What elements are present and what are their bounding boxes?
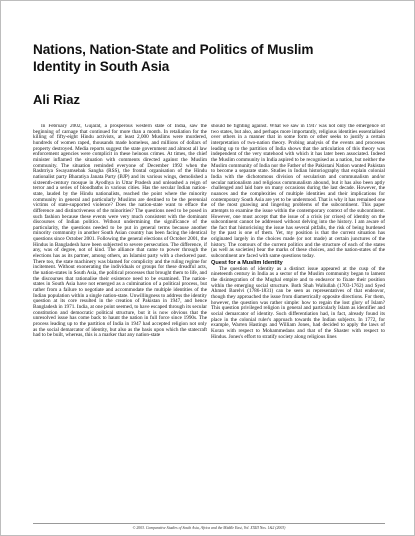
page-footer: © 2003. Comparative Studies of South Asia, Africa and the Middle East, Vol. XXIII Nos. 1&2 (2003) xyxy=(132,526,286,530)
title-line-1: Nations, Nation-State and Politics of Muslim xyxy=(33,42,314,57)
left-text-column xyxy=(33,124,207,520)
footer-divider xyxy=(33,523,385,524)
body-paragraph: In February 2002, Gujarat, a prosperous western state of India, saw the beginning of carnage that continued for more than a month. In retaliation for the killing of fifty-eight Hindu activists, at least 2,000 Muslims were murdered, hundreds of women raped, thousands made homeless, and millions of dollars of property destroyed. Media reports suggest the state government and almost all law enforcement agencies were complicit in these heinous crimes. At times, the chief minister inflamed the situation with comments directed against the Muslim community. The situation reminded everyone of December 1992 when the Rashtriya Swayamsebak Sangha (RSS), the frontal organisation of the Hindu nationalist party Bharatiya Janata Party (BJP) and its various wings, demolished a sixteenth-century mosque in Ayodhya in Uttar Pradesh and unleashed a reign of terror and a series of bloodbaths in various cities. Has the secular Indian nation-state, lauded by the Hindu nationalists, reached the point where the minority community in general and particularly Muslims are destined to be the perennial victims of state-supported violence? Does the nation-state want to efface the difference and distinctiveness of the minorities? The questions need to be posed in such fashion because these events were very much consistent with the dominant discourses of Indian politics. Without undermining the significance of the particularity, the questions needed to be put in general terms because another minority community in another South Asian country has been facing the identical questions since October 2001. Following the general elections of October 2001, the Hindus in Bangladesh have been subjected to severe persecution. The difference, if any, was of degree, not of kind. The alliance that came to power through the elections has as its partner, among others, an Islamist party with a checkered past. There too, the state machinery was blamed for complicity and the ruling regime for incitement. Without exonerating the individuals or groups for these dreadful acts, the nation-states in South Asia, the political processes that brought them to life, and the discourses that rationalise their existence need to be examined. The nation-states in South Asia have not emerged as a culmination of a political process, but rather from a failure to negotiate and accommodate the multiple identities of the Indian population within a single nation-state. Unwillingness to address the identity question at its core resulted in the creation of Pakistan in 1947, and hence Bangladesh in 1971. India, at one point seemed, to have escaped through its secular constitution and democratic political structure, but it is now obvious that the unresolved issue has come back to haunt the nation in full force since 1990s. The process leading up to the partition of India in 1947 had accepted religion not only as the social demarcator of identity, but also as the basis upon which the statecraft had to be built, whereas, this is a marker that any nation-state xyxy=(33,124,207,339)
body-paragraph: should be fighting against. What we saw in 1947 was not only the emergence of two states, but also, and perhaps more importantly, religious identities essentialised over others in a manner that in some form or other seeks to justify a certain interpretation of two-nation theory. Probing analysis of the events and processes leading up to the partition of India shows that the articulation of this theory was independent of the very statehood with which it has later been associated. Indeed the Muslim community in India aspired to be recognised as a nation, but neither the Muslim community of India nor the Father of the Pakistani Nation wanted Pakistan to become a separate state. Studies in Indian historiography that explain colonial India with the dichotomous division of secularism and communalism and/or secular nationalism and religious communalism abound, but it has also been aptly challenged and laid bare on many occasions during the last decade. However, the nuances and the complexities of multiple identities and their implications for contemporary South Asia are yet to be understood. That is why it has remained one of the most gnawing and lingering problems of the subcontinent. This paper attempts to examine the issue within the contemporary context of the subcontinent. However, one must accept that the issue of a crisis (or crises) of identity on the subcontinent cannot be addressed without delving into the history. I am aware of the fact that historicising the issue has several pitfalls, the risk of being burdened by the past is one of them. Yet, my position is that the current situation has originated largely in the choices made (or not made) at certain junctures of the history. The contours of the current politics and the structure of each of the states (as well as societies) bear the marks of these choices, and the nation-states of the subcontinent are faced with same questions today. xyxy=(211,124,385,260)
author-name: Ali Riaz xyxy=(33,92,80,107)
body-paragraph: The question of identity as a distinct issue appeared at the cusp of the nineteenth century in India as a sector of the Muslim community began to lament the disintegration of the Mughal empire and to endeavor to fixate their position within the emerging social structure. Both Shah Waliullah (1703-1762) and Syed Ahmed Barelvi (1786-1831) can be seen as representatives of that endeavor, though they approached the issue from diametrically opposite directions. For them, however, the question was rather simple: how to regain the lost glory of Islam? This question privileged religion in general and particularly Islam as identifier and social demarcator of identity. Such differentiation had, in fact, already found its place in the colonial ruler's approach towards the Indian subjects. In 1772, for example, Warren Hastings and William Jones, had decided to apply the laws of Koran with respect to Mohammedans and that of the Shaster with respect to Hindus. Jones's effort to stratify society along religious lines xyxy=(211,265,385,340)
article-title xyxy=(33,41,393,75)
title-line-2: Identity in South Asia xyxy=(33,59,170,74)
right-text-column xyxy=(211,124,385,520)
section-heading: Quest for a Muslim Identity xyxy=(211,260,283,267)
